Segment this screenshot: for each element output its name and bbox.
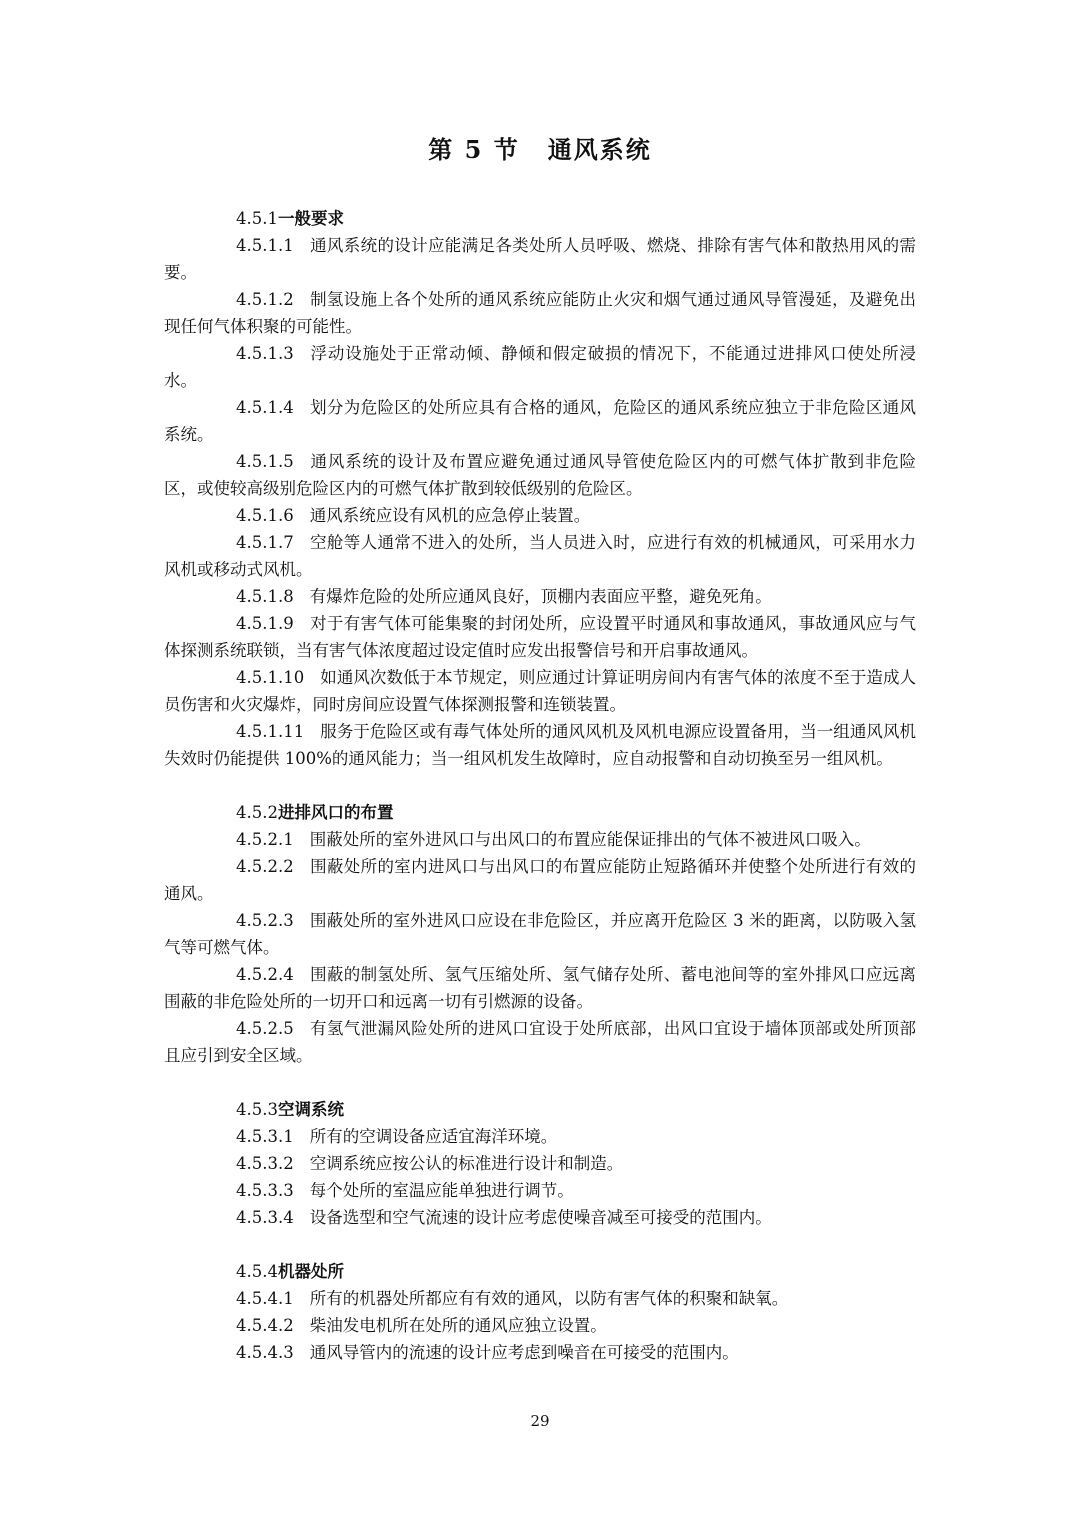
clause: 4.5.1.5 通风系统的设计及布置应避免通过通风导管使危险区内的可燃气体扩散到非危险区，或使较高级别危险区内的可燃气体扩散到较低级别的危险区。 <box>164 452 916 498</box>
subsection-heading: 4.5.3空调系统 <box>236 1100 344 1119</box>
subsection-heading: 4.5.2进排风口的布置 <box>236 803 394 822</box>
clause: 4.5.1.6 通风系统应设有风机的应急停止装置。 <box>236 506 591 525</box>
section-title-number: 第 5 节 <box>428 135 520 164</box>
clause: 4.5.4.3 通风导管内的流速的设计应考虑到噪音在可接受的范围内。 <box>236 1343 739 1362</box>
clause: 4.5.3.3 每个处所的室温应能单独进行调节。 <box>236 1181 574 1200</box>
clause: 4.5.1.1 通风系统的设计应能满足各类处所人员呼吸、燃烧、排除有害气体和散热用风的需要。 <box>164 236 916 282</box>
clause: 4.5.4.1 所有的机器处所都应有有效的通风，以防有害气体的积聚和缺氧。 <box>236 1289 789 1308</box>
section-title <box>0 130 1080 165</box>
clause: 4.5.3.2 空调系统应按公认的标准进行设计和制造。 <box>236 1154 624 1173</box>
clause: 4.5.1.4 划分为危险区的处所应具有合格的通风，危险区的通风系统应独立于非危险区通风系统。 <box>164 398 916 444</box>
subsection-heading: 4.5.1一般要求 <box>236 209 344 228</box>
page-number: 29 <box>530 1412 550 1430</box>
clause: 4.5.1.10 如通风次数低于本节规定，则应通过计算证明房间内有害气体的浓度不至于造成人员伤害和火灾爆炸，同时房间应设置气体探测报警和连锁装置。 <box>164 668 916 714</box>
clause: 4.5.1.9 对于有害气体可能集聚的封闭处所，应设置平时通风和事故通风，事故通风应与气体探测系统联锁，当有害气体浓度超过设定值时应发出报警信号和开启事故通风。 <box>164 614 916 660</box>
clause: 4.5.2.1 围蔽处所的室外进风口与出风口的布置应能保证排出的气体不被进风口吸入。 <box>236 830 871 849</box>
clause: 4.5.2.2 围蔽处所的室内进风口与出风口的布置应能防止短路循环并使整个处所进行有效的通风。 <box>164 857 916 903</box>
clause: 4.5.4.2 柴油发电机所在处所的通风应独立设置。 <box>236 1316 607 1335</box>
clause: 4.5.1.8 有爆炸危险的处所应通风良好，顶棚内表面应平整，避免死角。 <box>236 587 772 606</box>
clause: 4.5.3.4 设备选型和空气流速的设计应考虑使噪音减至可接受的范围内。 <box>236 1208 772 1227</box>
clause: 4.5.2.3 围蔽处所的室外进风口应设在非危险区，并应离开危险区 3 米的距离，以防吸入氢气等可燃气体。 <box>164 911 916 957</box>
clause: 4.5.1.7 空舱等人通常不进入的处所，当人员进入时，应进行有效的机械通风，可采用水力风机或移动式风机。 <box>164 533 916 579</box>
clause: 4.5.1.3 浮动设施处于正常动倾、静倾和假定破损的情况下，不能通过进排风口使处所浸水。 <box>164 344 916 390</box>
section-title-text: 通风系统 <box>547 135 652 164</box>
clause: 4.5.2.4 围蔽的制氢处所、氢气压缩处所、氢气储存处所、蓄电池间等的室外排风口应远离围蔽的非危险处所的一切开口和远离一切有引燃源的设备。 <box>164 965 916 1011</box>
clause: 4.5.1.2 制氢设施上各个处所的通风系统应能防止火灾和烟气通过通风导管漫延，及避免出现任何气体积聚的可能性。 <box>164 290 916 336</box>
clause: 4.5.2.5 有氢气泄漏风险处所的进风口宜设于处所底部，出风口宜设于墙体顶部或处所顶部且应引到安全区域。 <box>164 1019 916 1065</box>
document-body <box>164 205 916 1366</box>
subsection-heading: 4.5.4机器处所 <box>236 1262 344 1281</box>
clause: 4.5.1.11 服务于危险区或有毒气体处所的通风风机及风机电源应设置备用，当一组通风风机失效时仍能提供 100%的通风能力；当一组风机发生故障时，应自动报警和自动切换至另一组风机。 <box>164 722 916 768</box>
clause: 4.5.3.1 所有的空调设备应适宜海洋环境。 <box>236 1127 558 1146</box>
